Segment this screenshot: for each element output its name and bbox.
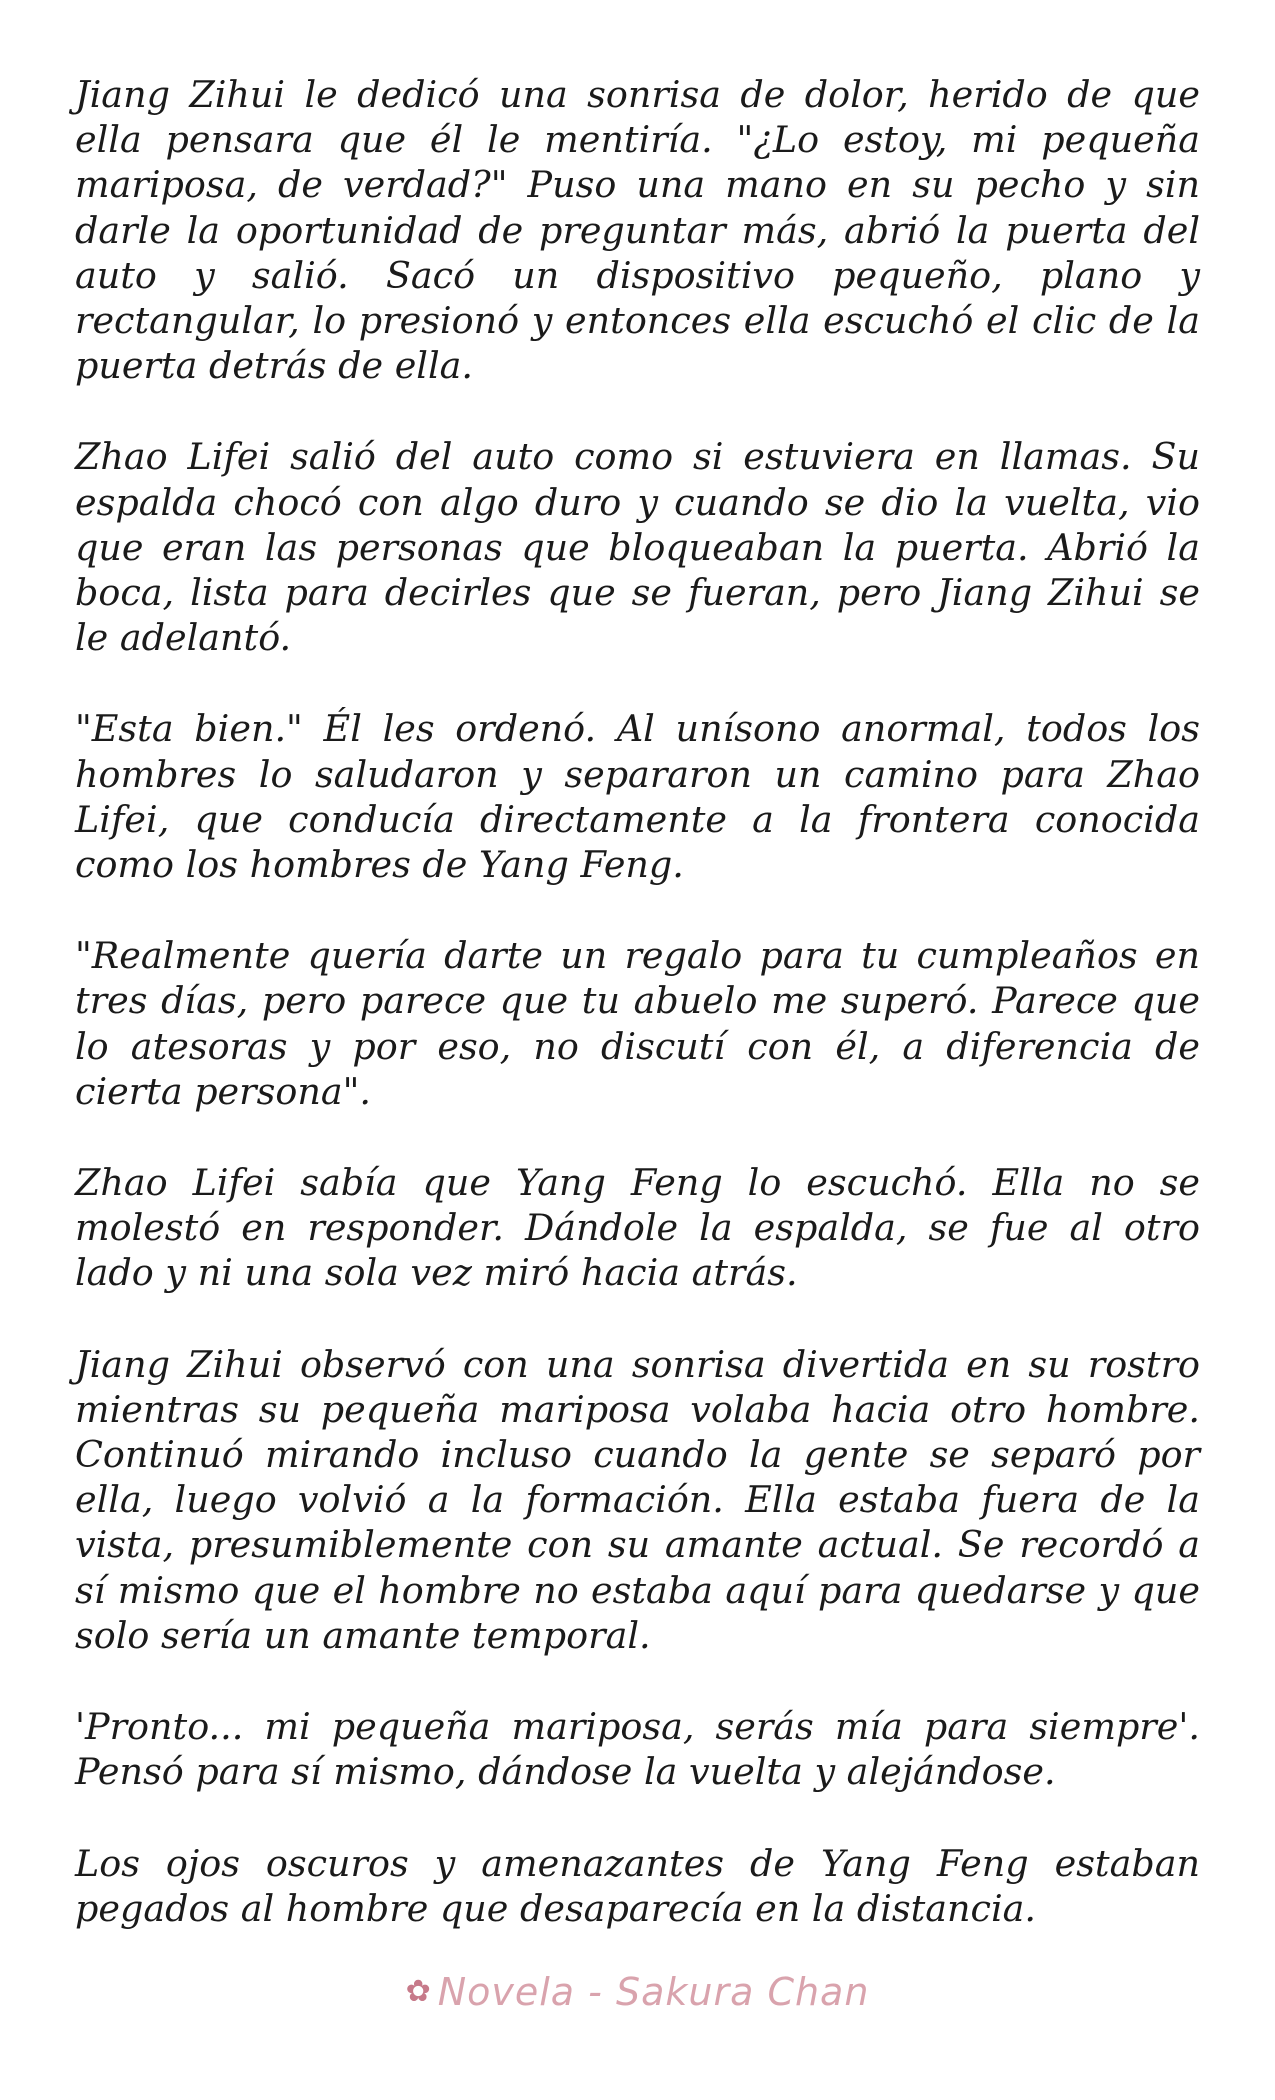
paragraph-4: "Realmente quería darte un regalo para tu cumpleaños en tres días, pero parece que tu abuelo me superó. Parece que lo atesoras y por eso, no discutí con él, a diferencia de cierta persona". — [75, 934, 1200, 1113]
watermark — [0, 1970, 1275, 2014]
paragraph-5: Zhao Lifei sabía que Yang Feng lo escuchó. Ella no se molestó en responder. Dándole la espalda, se fue al otro lado y ni una sola vez miró hacia atrás. — [75, 1161, 1200, 1295]
paragraph-3: "Esta bien." Él les ordenó. Al unísono anormal, todos los hombres lo saludaron y separaron un camino para Zhao Lifei, que conducía directamente a la frontera conocida como los hombres de Yang Feng. — [75, 707, 1200, 887]
paragraph-6: Jiang Zihui observó con una sonrisa divertida en su rostro mientras su pequeña mariposa volaba hacia otro hombre. Continuó mirando incluso cuando la gente se separó por ella, luego volvió a la formación. Ella estaba fuera de la vista, presumiblemente con su amante actual. Se recordó a sí mismo que el hombre no estaba aquí para quedarse y que solo sería un amante temporal. — [75, 1342, 1200, 1657]
sakura-flower-icon: ✿ — [405, 1974, 432, 2009]
paragraph-8: Los ojos oscuros y amenazantes de Yang Feng estaban pegados al hombre que desaparecía en la distancia. — [75, 1841, 1200, 1930]
paragraph-1: Jiang Zihui le dedicó una sonrisa de dolor, herido de que ella pensara que él le mentiría. "¿Lo estoy, mi pequeña mariposa, de verdad?" Puso una mano en su pecho y sin darle la oportunidad de preguntar más, abrió la puerta del auto y salió. Sacó un dispositivo pequeño, plano y rectangular, lo presionó y entonces ella escuchó el clic de la puerta detrás de ella. — [75, 73, 1200, 388]
paragraph-7: 'Pronto... mi pequeña mariposa, serás mía para siempre'. Pensó para sí mismo, dándose la vuelta y alejándose. — [75, 1705, 1200, 1794]
text-body — [75, 72, 1200, 1977]
paragraph-2: Zhao Lifei salió del auto como si estuviera en llamas. Su espalda chocó con algo duro y cuando se dio la vuelta, vio que eran las personas que bloqueaban la puerta. Abrió la boca, lista para decirles que se fueran, pero Jiang Zihui se le adelantó. — [75, 435, 1200, 660]
watermark-text: Novela - Sakura Chan — [437, 1970, 870, 2014]
